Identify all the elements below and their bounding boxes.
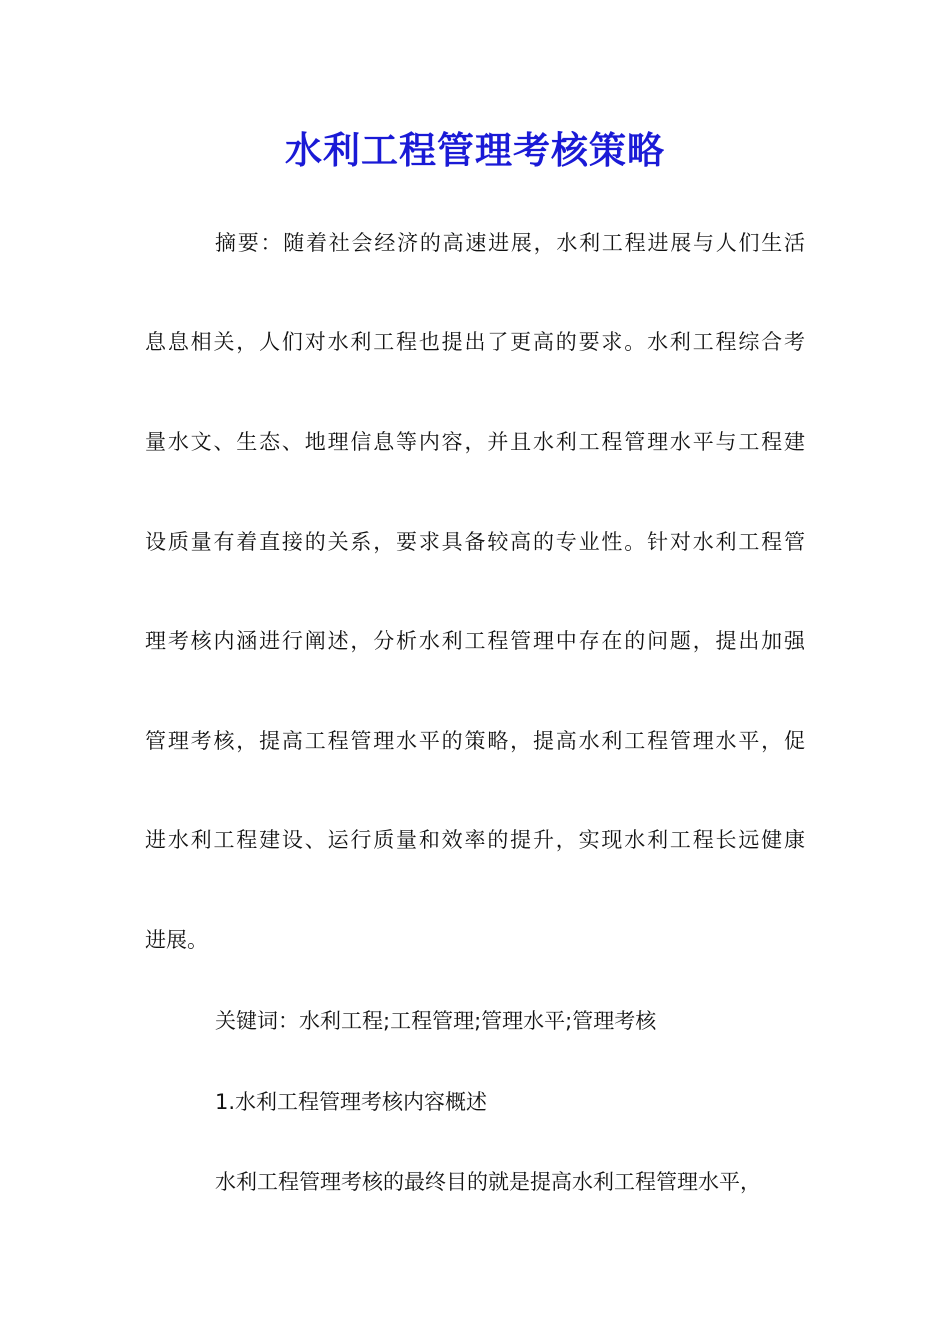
keywords-line: 关键词：水利工程;工程管理;管理水平;管理考核 xyxy=(215,1009,657,1033)
abstract-line-8: 进展。 xyxy=(145,928,208,952)
abstract-line-2: 息息相关，人们对水利工程也提出了更高的要求。水利工程综合考 xyxy=(145,330,805,354)
document-title: 水利工程管理考核策略 xyxy=(285,128,665,172)
abstract-line-1: 摘要：随着社会经济的高速进展，水利工程进展与人们生活 xyxy=(215,231,805,255)
abstract-line-6: 管理考核，提高工程管理水平的策略，提高水利工程管理水平，促 xyxy=(145,729,805,753)
abstract-line-3: 量水文、生态、地理信息等内容，并且水利工程管理水平与工程建 xyxy=(145,430,805,454)
abstract-line-5: 理考核内涵进行阐述，分析水利工程管理中存在的问题，提出加强 xyxy=(145,629,805,653)
abstract-line-7: 进水利工程建设、运行质量和效率的提升，实现水利工程长远健康 xyxy=(145,828,805,852)
abstract-line-4: 设质量有着直接的关系，要求具备较高的专业性。针对水利工程管 xyxy=(145,530,805,554)
body-paragraph-line: 水利工程管理考核的最终目的就是提高水利工程管理水平， xyxy=(215,1170,761,1194)
section-heading: 1.水利工程管理考核内容概述 xyxy=(215,1090,488,1114)
